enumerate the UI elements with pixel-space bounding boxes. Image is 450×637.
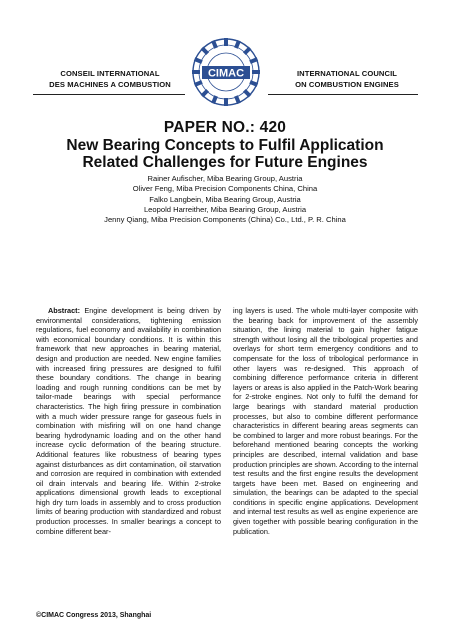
author-item: Jenny Qiang, Miba Precision Components (China) Co., Ltd., P. R. China: [104, 215, 346, 225]
header-right: [267, 68, 427, 90]
header-left-rule: [33, 94, 185, 95]
author-item: Falko Langbein, Miba Bearing Group, Austria: [149, 194, 301, 204]
paper-title: [40, 137, 410, 171]
author-list: [40, 174, 410, 225]
cimac-logo: [190, 36, 262, 108]
title-line1: New Bearing Concepts to Fulfil Application: [66, 137, 384, 154]
header-left: [30, 68, 190, 90]
header-left-line2: DES MACHINES A COMBUSTION: [49, 80, 171, 89]
abstract-label: Abstract:: [48, 306, 81, 315]
header-right-rule: [268, 94, 418, 95]
abstract-column-right: [233, 306, 418, 536]
abstract-text-left: Engine development is being driven by environmental considerations, tightening emission regulations, fuel economy and availability in combination with economical boundary conditions. It is within this framework that new approaches in bearing material, design and production are needed. New engine families with increased firing pressures are designed to fulfil these boundary conditions. The change in bearing loading and rough running conditions can be met by tailor-made bearings with special performance characteristics. The high firing pressure in combination with a much wider pressure range for gaseous fuels in combination with misfiring will on one hand change bearing hydrodynamic loading and on the other hand increase cyclic deformation of the bearing structure. Additional features like robustness of bearing types against disturbances as dirt contamination, oil starvation and corrosion are required in combination with extended oil drain intervals and bearing life. Within 2-stroke applications dimensional growth leads to exceptional high dry turn loads in assembly and to cross production limits of bearing production with standardized and robust production processes. In smaller bearings a concept to combine different bear-: [36, 306, 221, 536]
title-line2: Related Challenges for Future Engines: [82, 154, 368, 171]
logo-text: CIMAC: [207, 67, 245, 80]
paper-number: PAPER NO.: 420: [163, 119, 287, 136]
author-item: Rainer Aufischer, Miba Bearing Group, Austria: [147, 174, 303, 183]
header-right-line2: ON COMBUSTION ENGINES: [295, 80, 399, 89]
abstract-column-left: [36, 306, 221, 536]
abstract-text-right: ing layers is used. The whole multi-layer composite with the bearing back for improvement of the assembly situation, the lining material to gain higher fatigue strength without losing all the tribological properties and overlays for short term emergency conditions and to compensate for the loss of tribological performance in other layers was re-designed. This approach of combining difference performance criteria in different layers or areas is also applied in the Patch-Work bearing for 2-stroke engines. Not only to fulfil the demand for large bearings with standard material production processes, but also to combine different performance characteristics in different bearing areas segments can be combined to larger and more robust bearings. For the beforehand mentioned bearing concepts the working principles are described, internal validation and base production principles are shown. According to the internal test results and the first engine results the development targets have been met. Based on engineering and simulation, the bearings can be adapted to the special conditions in specific engine applications. Development and internal test results as well as engine experience are given together with possible bearing configuration in the publication.: [233, 306, 418, 536]
author-item: Oliver Feng, Miba Precision Components China, China: [132, 184, 318, 194]
header-left-line1: CONSEIL INTERNATIONAL: [60, 69, 160, 78]
author-item: Leopold Harreither, Miba Bearing Group, Austria: [143, 204, 307, 214]
header-right-line1: INTERNATIONAL COUNCIL: [296, 69, 398, 78]
footer-copyright: ©CIMAC Congress 2013, Shanghai: [36, 612, 152, 619]
